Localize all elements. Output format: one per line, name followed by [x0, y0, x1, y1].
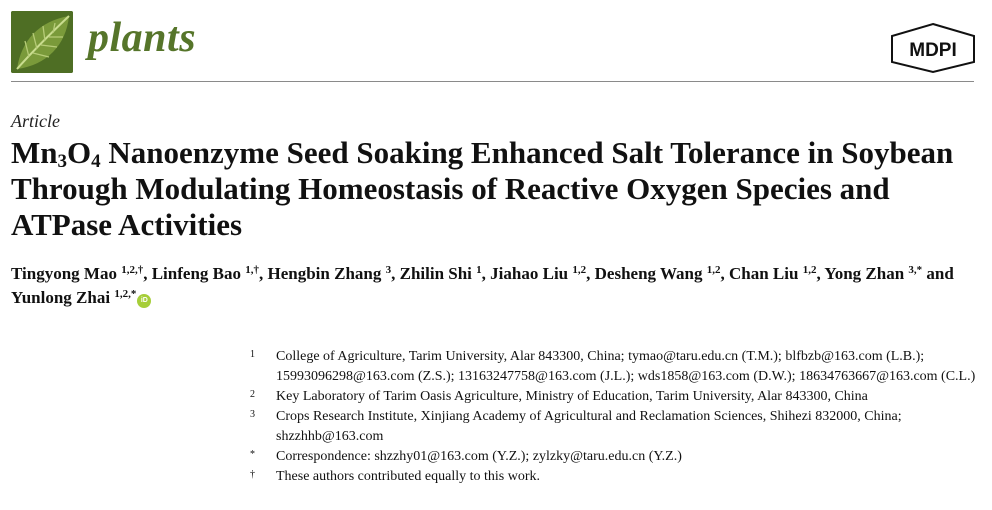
- title-subscript: 4: [91, 151, 101, 172]
- author[interactable]: [824, 264, 922, 283]
- affiliations: [248, 347, 988, 487]
- author[interactable]: [490, 264, 586, 283]
- author-superscript: 1,†: [245, 264, 259, 276]
- author-list: [11, 262, 986, 310]
- author-separator: ,: [720, 264, 729, 283]
- leaf-icon[interactable]: [11, 11, 73, 73]
- header-divider: [11, 81, 974, 82]
- author[interactable]: [268, 264, 392, 283]
- affiliation-text: Key Laboratory of Tarim Oasis Agriculture, Ministry of Education, Tarim University, Alar 843300, China: [276, 389, 868, 404]
- author-name: Zhilin Shi: [399, 264, 472, 283]
- author[interactable]: [595, 264, 721, 283]
- affiliation-item: [248, 467, 988, 487]
- author-name: Linfeng Bao: [151, 264, 241, 283]
- author-name: Tingyong Mao: [11, 264, 117, 283]
- author[interactable]: [11, 288, 136, 307]
- title-subscript: 3: [57, 151, 67, 172]
- correspondence-text: Correspondence: shzzhy01@163.com (Y.Z.); zylzky@taru.edu.cn (Y.Z.): [276, 449, 682, 464]
- affiliation-item: [248, 407, 988, 447]
- author[interactable]: [400, 264, 482, 283]
- author-name: Jiahao Liu: [490, 264, 569, 283]
- author-separator: ,: [391, 264, 400, 283]
- author-name: Yunlong Zhai: [11, 288, 111, 307]
- author-superscript: 1,2,*: [114, 288, 137, 300]
- author-separator: ,: [481, 264, 491, 283]
- title-text: Mn: [11, 135, 58, 170]
- author-separator: and: [922, 264, 954, 283]
- affiliation-item: [248, 447, 988, 467]
- article-type: Article: [11, 111, 60, 131]
- orcid-icon[interactable]: iD: [137, 294, 151, 308]
- affiliation-text: College of Agriculture, Tarim University, Alar 843300, China; tymao@taru.edu.cn (T.M.); blfbzb@163.com (L.B.); 15993096298@163.com (Z.S.); 13163247758@163.com (J.L.); wds1858@163.com (D.W.); 18634763667@163.com (C.L.): [276, 349, 976, 384]
- author-name: Yong Zhan: [824, 264, 905, 283]
- journal-header: [0, 0, 992, 82]
- affiliation-marker: 3: [250, 409, 255, 420]
- mdpi-logo[interactable]: [890, 22, 976, 74]
- author-superscript: 3,*: [908, 264, 923, 276]
- author[interactable]: [152, 264, 259, 283]
- author-superscript: 1,2: [572, 264, 587, 276]
- author-superscript: 1: [476, 264, 482, 276]
- author-separator: ,: [816, 264, 825, 283]
- affiliation-marker: 1: [250, 349, 255, 360]
- affiliation-marker: 2: [250, 389, 255, 400]
- author-name: Desheng Wang: [594, 264, 703, 283]
- affiliation-item: [248, 347, 988, 387]
- author-name: Hengbin Zhang: [267, 264, 382, 283]
- author[interactable]: [11, 264, 143, 283]
- equal-contribution-marker: †: [250, 469, 255, 480]
- author-superscript: 1,2: [706, 264, 721, 276]
- author-separator: ,: [259, 264, 268, 283]
- article-title: [11, 135, 986, 243]
- author-name: Chan Liu: [728, 264, 799, 283]
- title-text: O: [67, 135, 92, 170]
- author-separator: ,: [586, 264, 595, 283]
- title-text: Nanoenzyme Seed Soaking Enhanced Salt Tolerance in Soybean Through Modulating Homeostasis of Reactive Oxygen Species and ATPase Activities: [11, 135, 954, 242]
- affiliation-item: [248, 387, 988, 407]
- publisher-label: MDPI: [909, 40, 957, 61]
- journal-name[interactable]: plants: [88, 15, 197, 61]
- author-superscript: 3: [385, 264, 392, 276]
- author[interactable]: [729, 264, 816, 283]
- correspondence-marker: *: [250, 449, 255, 460]
- affiliation-text: Crops Research Institute, Xinjiang Academy of Agricultural and Reclamation Sciences, Shihezi 832000, China; shzzhhb@163.com: [276, 409, 902, 444]
- author-superscript: 1,2,†: [121, 264, 144, 276]
- author-superscript: 1,2: [802, 264, 817, 276]
- author-separator: ,: [143, 264, 152, 283]
- equal-contribution-text: These authors contributed equally to this work.: [276, 469, 540, 484]
